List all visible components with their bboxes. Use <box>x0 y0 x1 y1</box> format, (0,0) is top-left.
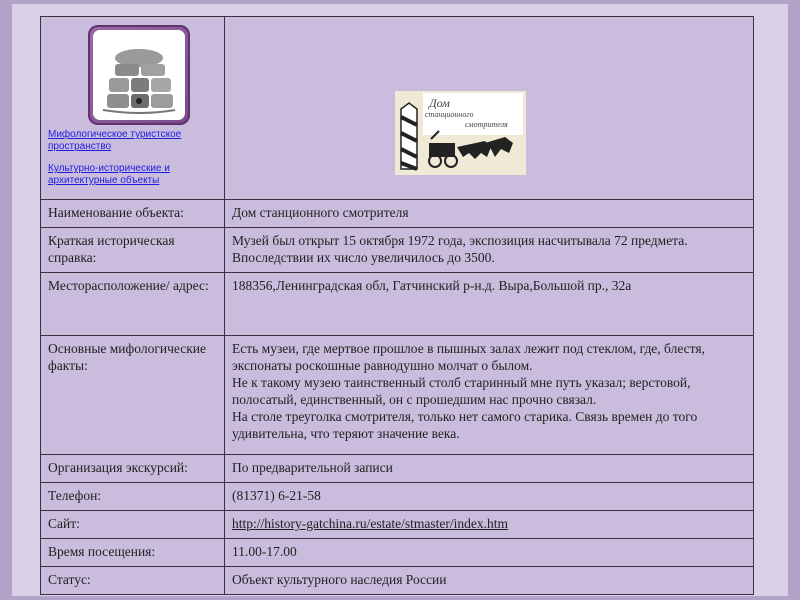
row-value: Дом станционного смотрителя <box>225 200 754 228</box>
row-value: По предварительной записи <box>225 455 754 483</box>
table-row <box>41 511 754 539</box>
row-value: (81371) 6-21-58 <box>225 483 754 511</box>
row-value: 11.00-17.00 <box>225 539 754 567</box>
info-table <box>40 16 754 595</box>
table-row <box>41 539 754 567</box>
table-row <box>41 483 754 511</box>
row-value: Есть музеи, где мертвое прошлое в пышных залах лежит под стеклом, где, блестя, экспонаты роскошные равнодушно молчат о былом. Не к такому музею таинственный столб старинный мне путь указал; верстовой, полосатый, единственный, он с прошедшим нас прочно связал. На столе треуголка смотрителя, только нет самого старика. Связь времен до того удивительна, что теряют значение века. <box>225 336 754 455</box>
table-row <box>41 455 754 483</box>
row-label: Сайт: <box>41 511 225 539</box>
image-cell <box>225 17 754 200</box>
row-value: Музей был открыт 15 октября 1972 года, экспозиция насчитывала 72 предмета. Впоследствии их число увеличилось до 3500. <box>225 228 754 273</box>
logo-cell <box>41 17 225 200</box>
table-row <box>41 200 754 228</box>
row-value: 188356,Ленинградская обл, Гатчинский р-н.д. Выра,Большой пр., 32а <box>225 273 754 336</box>
row-label: Основные мифологические факты: <box>41 336 225 455</box>
image-text-line1: Дом <box>429 96 450 110</box>
mythological-space-link[interactable]: Мифологическое туристское пространство <box>48 129 182 152</box>
row-label: Статус: <box>41 567 225 595</box>
stone-logo-icon[interactable] <box>88 25 190 125</box>
table-row <box>41 567 754 595</box>
site-link[interactable]: http://history-gatchina.ru/estate/stmaster/index.htm <box>232 516 508 531</box>
table-row <box>41 273 754 336</box>
row-label: Организация экскурсий: <box>41 455 225 483</box>
row-value: Объект культурного наследия России <box>225 567 754 595</box>
logo-links <box>48 129 218 197</box>
row-label: Время посещения: <box>41 539 225 567</box>
header-row <box>41 17 754 200</box>
row-label: Месторасположение/ адрес: <box>41 273 225 336</box>
row-label: Наименование объекта: <box>41 200 225 228</box>
row-value <box>225 511 754 539</box>
table-row <box>41 336 754 455</box>
row-label: Телефон: <box>41 483 225 511</box>
row-label: Краткая историческая справка: <box>41 228 225 273</box>
table-row <box>41 228 754 273</box>
cultural-objects-link[interactable]: Культурно-исторические и архитектурные объекты <box>48 163 170 186</box>
image-text-line2: станционного <box>425 110 474 119</box>
station-house-image <box>395 91 526 175</box>
image-text-line3: смотрителя <box>465 120 508 129</box>
